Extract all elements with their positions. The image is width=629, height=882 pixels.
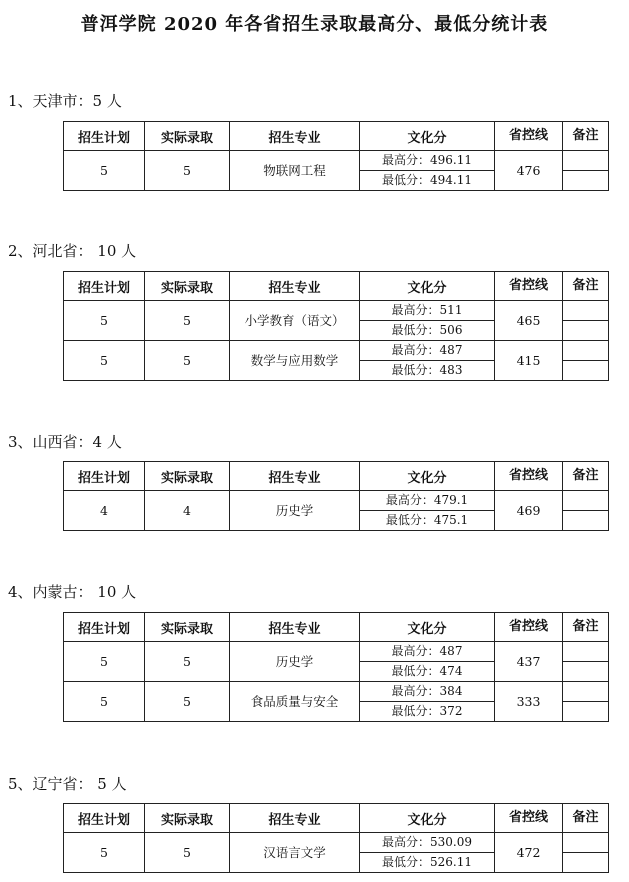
table-row [64, 682, 609, 702]
cell-major: 数学与应用数学 [230, 341, 360, 381]
cell-major: 小学教育（语文） [230, 301, 360, 341]
cell-note [563, 301, 609, 321]
cell-actual: 4 [145, 491, 230, 531]
cell-note [563, 853, 609, 873]
section-heading-neimenggu: 4、内蒙古： 10 人 [8, 583, 137, 601]
table-header-row [64, 613, 609, 642]
cell-note [563, 702, 609, 722]
header-actual: 实际录取 [145, 613, 230, 642]
cell-plan: 5 [64, 833, 145, 873]
cell-plan: 5 [64, 682, 145, 722]
cell-control-line: 415 [495, 341, 563, 381]
cell-note [563, 662, 609, 682]
header-control: 省控线 [495, 462, 563, 491]
cell-max-score: 最高分：479.1 [360, 491, 495, 511]
cell-note [563, 151, 609, 171]
cell-min-score: 最低分：526.11 [360, 853, 495, 873]
table-header-row [64, 272, 609, 301]
header-major: 招生专业 [230, 804, 360, 833]
cell-max-score: 最高分：496.11 [360, 151, 495, 171]
header-note: 备注 [563, 272, 609, 301]
header-plan: 招生计划 [64, 122, 145, 151]
header-actual: 实际录取 [145, 272, 230, 301]
cell-major: 物联网工程 [230, 151, 360, 191]
cell-actual: 5 [145, 301, 230, 341]
table-row [64, 151, 609, 171]
section-heading-liaoning: 5、辽宁省： 5 人 [8, 775, 127, 793]
cell-control-line: 437 [495, 642, 563, 682]
cell-plan: 5 [64, 642, 145, 682]
header-plan: 招生计划 [64, 804, 145, 833]
cell-control-line: 476 [495, 151, 563, 191]
table-row [64, 833, 609, 853]
header-control: 省控线 [495, 804, 563, 833]
header-major: 招生专业 [230, 122, 360, 151]
cell-note [563, 491, 609, 511]
stats-table-liaoning [63, 803, 609, 873]
cell-note [563, 511, 609, 531]
cell-min-score: 最低分：483 [360, 361, 495, 381]
cell-max-score: 最高分：384 [360, 682, 495, 702]
table-row [64, 491, 609, 511]
header-plan: 招生计划 [64, 462, 145, 491]
cell-min-score: 最低分：372 [360, 702, 495, 722]
cell-min-score: 最低分：474 [360, 662, 495, 682]
cell-major: 汉语言文学 [230, 833, 360, 873]
section-heading-hebei: 2、河北省： 10 人 [8, 242, 137, 260]
header-major: 招生专业 [230, 613, 360, 642]
cell-note [563, 682, 609, 702]
cell-control-line: 472 [495, 833, 563, 873]
cell-note [563, 642, 609, 662]
header-culture: 文化分 [360, 462, 495, 491]
cell-note [563, 171, 609, 191]
header-plan: 招生计划 [64, 272, 145, 301]
cell-min-score: 最低分：506 [360, 321, 495, 341]
table-header-row [64, 122, 609, 151]
header-note: 备注 [563, 462, 609, 491]
stats-table-shanxi [63, 461, 609, 531]
header-actual: 实际录取 [145, 122, 230, 151]
cell-actual: 5 [145, 642, 230, 682]
header-control: 省控线 [495, 272, 563, 301]
cell-control-line: 465 [495, 301, 563, 341]
cell-actual: 5 [145, 682, 230, 722]
header-culture: 文化分 [360, 272, 495, 301]
cell-note [563, 321, 609, 341]
header-note: 备注 [563, 804, 609, 833]
cell-plan: 5 [64, 341, 145, 381]
cell-max-score: 最高分：530.09 [360, 833, 495, 853]
section-heading-tianjin: 1、天津市：5 人 [8, 92, 122, 110]
header-culture: 文化分 [360, 613, 495, 642]
header-control: 省控线 [495, 122, 563, 151]
header-note: 备注 [563, 613, 609, 642]
cell-max-score: 最高分：487 [360, 642, 495, 662]
header-plan: 招生计划 [64, 613, 145, 642]
cell-plan: 5 [64, 151, 145, 191]
cell-max-score: 最高分：511 [360, 301, 495, 321]
cell-plan: 4 [64, 491, 145, 531]
cell-actual: 5 [145, 151, 230, 191]
cell-note [563, 341, 609, 361]
page-title: 普洱学院 2020 年各省招生录取最高分、最低分统计表 [80, 14, 549, 35]
header-actual: 实际录取 [145, 462, 230, 491]
header-major: 招生专业 [230, 272, 360, 301]
section-heading-shanxi: 3、山西省：4 人 [8, 433, 122, 451]
cell-min-score: 最低分：475.1 [360, 511, 495, 531]
cell-major: 食品质量与安全 [230, 682, 360, 722]
cell-control-line: 333 [495, 682, 563, 722]
table-header-row [64, 462, 609, 491]
table-header-row [64, 804, 609, 833]
table-row [64, 301, 609, 321]
header-note: 备注 [563, 122, 609, 151]
header-culture: 文化分 [360, 804, 495, 833]
cell-actual: 5 [145, 341, 230, 381]
stats-table-tianjin [63, 121, 609, 191]
cell-note [563, 833, 609, 853]
table-row [64, 642, 609, 662]
header-culture: 文化分 [360, 122, 495, 151]
table-row [64, 341, 609, 361]
header-actual: 实际录取 [145, 804, 230, 833]
stats-table-hebei [63, 271, 609, 381]
cell-control-line: 469 [495, 491, 563, 531]
cell-plan: 5 [64, 301, 145, 341]
cell-note [563, 361, 609, 381]
header-major: 招生专业 [230, 462, 360, 491]
cell-major: 历史学 [230, 642, 360, 682]
header-control: 省控线 [495, 613, 563, 642]
cell-max-score: 最高分：487 [360, 341, 495, 361]
cell-min-score: 最低分：494.11 [360, 171, 495, 191]
cell-actual: 5 [145, 833, 230, 873]
stats-table-neimenggu [63, 612, 609, 722]
cell-major: 历史学 [230, 491, 360, 531]
